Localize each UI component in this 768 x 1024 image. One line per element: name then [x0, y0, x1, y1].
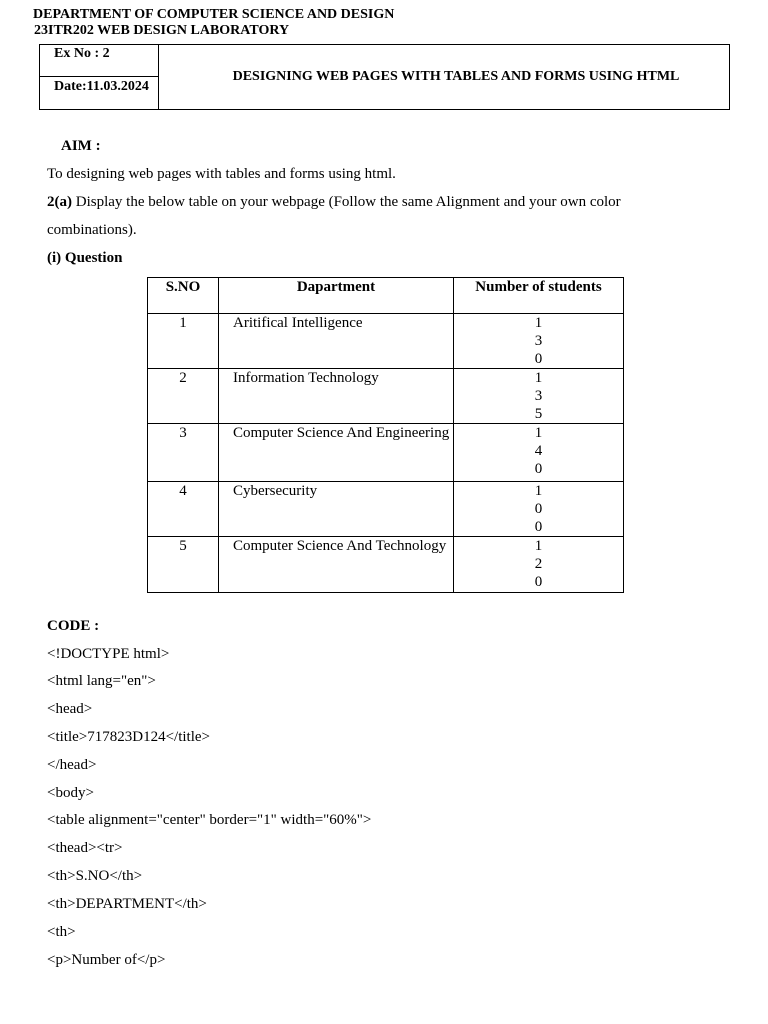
task-line-2: combinations). [47, 222, 137, 238]
cell-sno: 3 [148, 424, 219, 482]
table-row [148, 482, 624, 537]
code-line: <thead><tr> [47, 840, 123, 856]
code-line: <th>DEPARTMENT</th> [47, 896, 207, 912]
cell-students [454, 314, 624, 369]
code-heading: CODE : [47, 618, 100, 634]
table-row [148, 314, 624, 369]
aim-heading: AIM : [61, 138, 101, 154]
students-value: 130 [534, 315, 543, 367]
cell-department: Information Technology [219, 369, 454, 424]
aim-text: To designing web pages with tables and forms using html. [47, 166, 396, 182]
cell-sno: 2 [148, 369, 219, 424]
table-row [148, 537, 624, 593]
table-row [148, 369, 624, 424]
code-line: <head> [47, 701, 93, 717]
cell-department: Cybersecurity [219, 482, 454, 537]
code-line: <!DOCTYPE html> [47, 646, 170, 662]
code-line: <p>Number of</p> [47, 952, 166, 968]
question-label: (i) Question [47, 250, 123, 266]
experiment-title-cell [159, 45, 730, 110]
date-cell: Date:11.03.2024 [40, 76, 159, 109]
students-value: 135 [534, 370, 543, 422]
header-number-of-students: Number of students [454, 278, 624, 314]
code-line: </head> [47, 757, 97, 773]
task-text: Display the below table on your webpage (Follow the same Alignment and your own color [72, 194, 621, 210]
students-value: 100 [534, 483, 543, 535]
header-department: Dapartment [219, 278, 454, 314]
cell-students [454, 482, 624, 537]
department-name: DEPARTMENT OF COMPUTER SCIENCE AND DESIGN [33, 7, 395, 22]
students-value: 120 [534, 538, 543, 590]
header-sno: S.NO [148, 278, 219, 314]
cell-students [454, 424, 624, 482]
code-line: <body> [47, 785, 94, 801]
table-header-row [148, 278, 624, 314]
code-line: <th> [47, 924, 76, 940]
students-value: 140 [534, 425, 543, 477]
cell-department: Aritifical Intelligence [219, 314, 454, 369]
ex-no-cell: Ex No : 2 [40, 45, 159, 77]
experiment-info-box [39, 44, 730, 110]
code-line: <title>717823D124</title> [47, 729, 210, 745]
question-table [147, 277, 624, 593]
task-line-1 [47, 193, 621, 211]
code-line: <th>S.NO</th> [47, 868, 143, 884]
cell-sno: 4 [148, 482, 219, 537]
table-row [148, 424, 624, 482]
cell-sno: 1 [148, 314, 219, 369]
experiment-title: DESIGNING WEB PAGES WITH TABLES AND FORMS USING HTML [232, 69, 680, 84]
code-line: <html lang="en"> [47, 673, 156, 689]
cell-department: Computer Science And Technology [219, 537, 454, 593]
course-name: 23ITR202 WEB DESIGN LABORATORY [34, 23, 290, 38]
task-label: 2(a) [47, 194, 72, 210]
cell-sno: 5 [148, 537, 219, 593]
code-line: <table alignment="center" border="1" width="60%"> [47, 812, 372, 828]
cell-students [454, 537, 624, 593]
cell-department: Computer Science And Engineering [219, 424, 454, 482]
cell-students [454, 369, 624, 424]
document-header [33, 7, 394, 39]
